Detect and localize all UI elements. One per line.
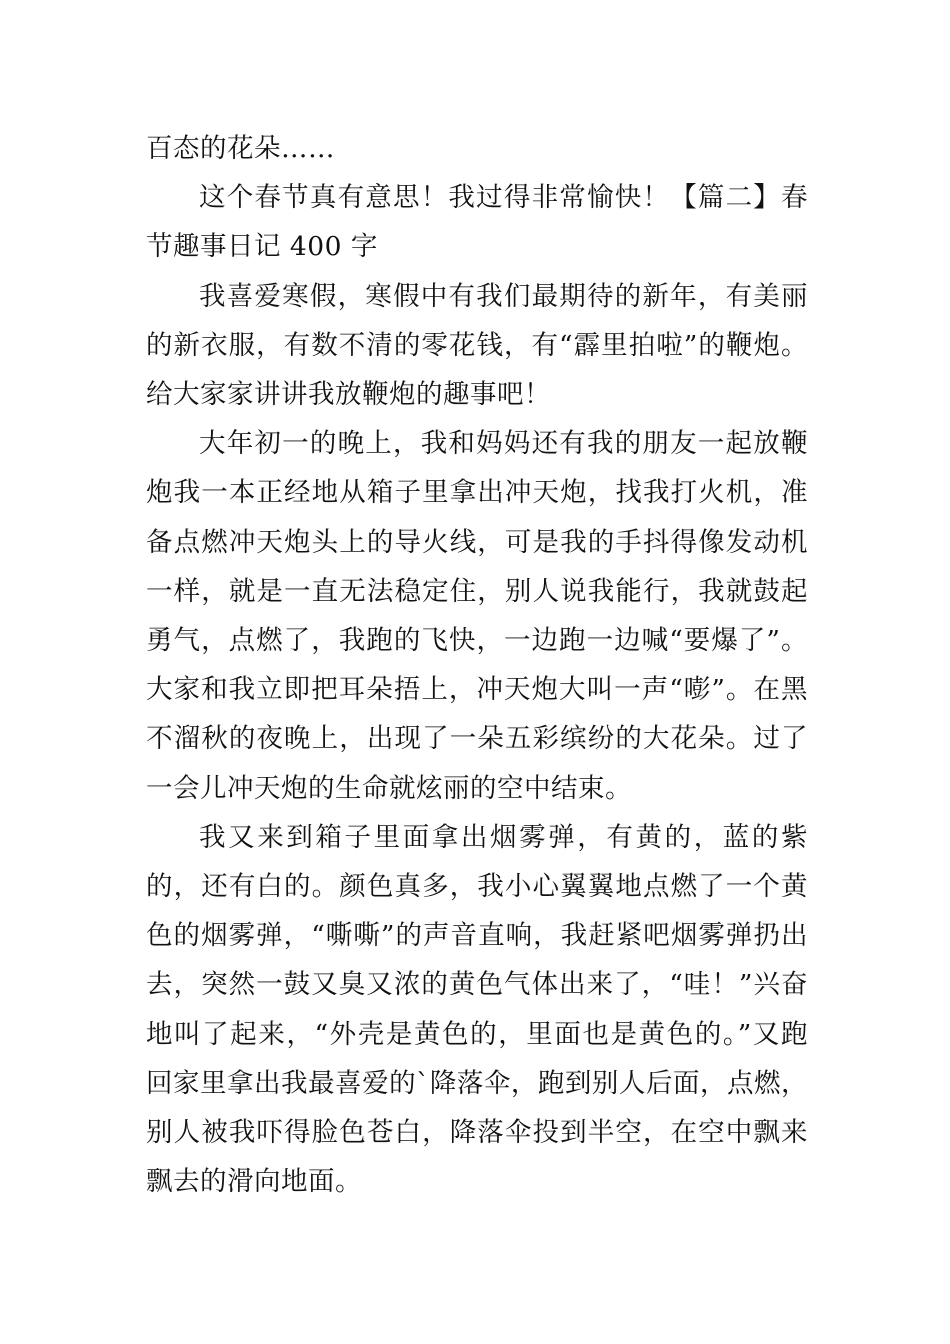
document-body [146,124,808,1206]
paragraph-conclusion-and-heading: 这个春节真有意思！我过得非常愉快！【篇二】春节趣事日记 400 字 [146,182,808,263]
paragraph-smoke-bomb: 我又来到箱子里面拿出烟雾弹，有黄的，蓝的紫的，还有白的。颜色真多，我小心翼翼地点燃了一个黄色的烟雾弹，“嘶嘶”的声音直响，我赶紧吧烟雾弹扔出去，突然一鼓又臭又浓的黄色气体出来了，“哇！”兴奋地叫了起来，“外壳是黄色的，里面也是黄色的。”又跑回家里拿出我最喜爱的`降落伞，跑到别人后面，点燃，别人被我吓得脸色苍白，降落伞投到半空，在空中飘来飘去的滑向地面。 [146,821,808,1198]
paragraph-continuation: 百态的花朵…… [146,133,335,164]
paragraph-intro: 我喜爱寒假，寒假中有我们最期待的新年，有美丽的新衣服，有数不清的零花钱，有“霹里拍啦”的鞭炮。给大家家讲讲我放鞭炮的趣事吧！ [146,280,808,411]
paragraph-firecracker: 大年初一的晚上，我和妈妈还有我的朋友一起放鞭炮我一本正经地从箱子里拿出冲天炮，找我打火机，准备点燃冲天炮头上的导火线，可是我的手抖得像发动机一样，就是一直无法稳定住，别人说我能行，我就鼓起勇气，点燃了，我跑的飞快，一边跑一边喊“要爆了”。大家和我立即把耳朵捂上，冲天炮大叫一声“嘭”。在黑不溜秋的夜晚上，出现了一朵五彩缤纷的大花朵。过了一会儿冲天炮的生命就炫丽的空中结束。 [146,428,808,804]
